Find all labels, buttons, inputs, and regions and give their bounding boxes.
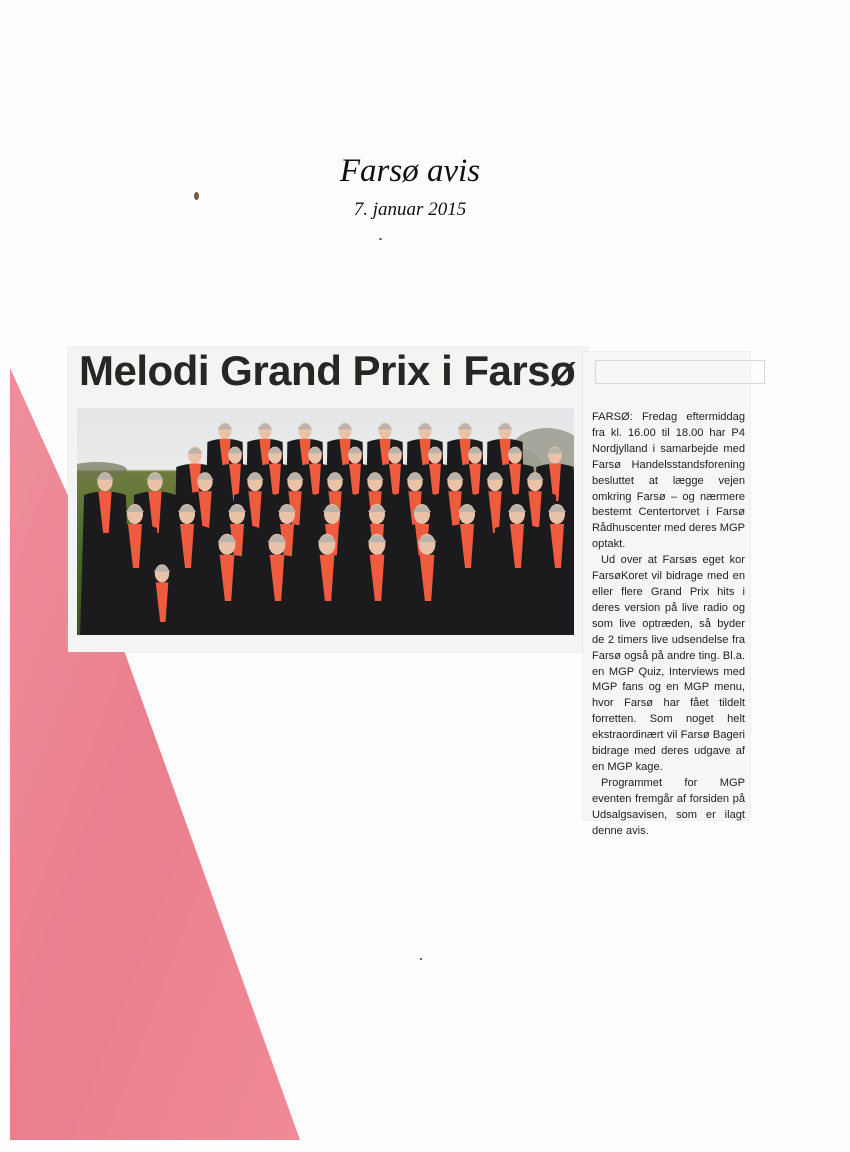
publication-date: 7. januar 2015: [353, 199, 467, 220]
choir-illustration: [77, 408, 574, 635]
bleed-through-box: [595, 360, 765, 384]
article-paragraph: Ud over at Farsøs eget kor FarsøKoret vil bidrage med en eller flere Grand Prix hits i deres version på live radio og som live optræden, så byder de 2 timers live udsendelse fra Farsø også på andre ting. Bl.a. en MGP Quiz, Interviews med MGP fans og en MGP menu, hvor Farsø har fået tildelt forretten. Som noget helt ekstraordinært vil Farsø Bageri bidrage med deres udgave af en MGP kage.: [592, 554, 745, 773]
dust-speck: [420, 958, 422, 960]
dust-speck: [194, 192, 199, 200]
article-paragraph: FARSØ: Fredag eftermiddag fra kl. 16.00 til 18.00 har P4 Nordjylland i samarbejde med Farsø Handelsstandsforening besluttet at lægge vejen omkring Farsø – og nærmere bestemt Centertorvet i Farsø Rådhuscenter med deres MGP optakt.: [592, 411, 745, 551]
article-paragraph: Programmet for MGP eventen fremgår af forsiden på Udsalgsavisen, som er ilagt denne avis.: [592, 776, 745, 837]
article-body: [592, 410, 745, 839]
publication-name: Farsø avis: [339, 153, 481, 189]
choir-photo: [77, 408, 574, 635]
dust-speck: [379, 238, 382, 240]
article-headline: Melodi Grand Prix i Farsø: [79, 347, 576, 394]
choir-members: [80, 423, 574, 635]
